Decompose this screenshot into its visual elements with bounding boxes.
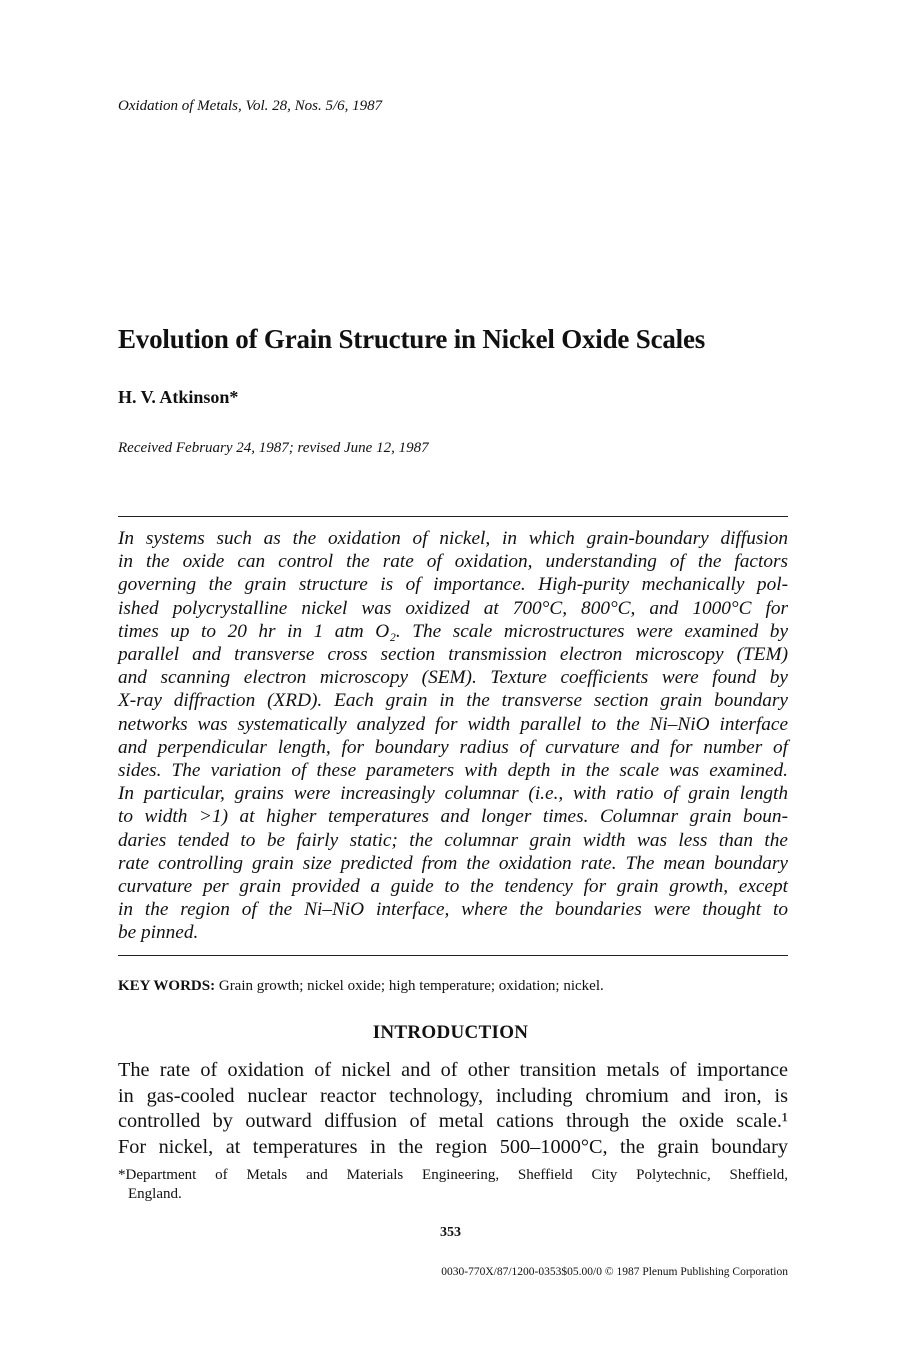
abstract-line: and scanning electron microscopy (SEM). Texture coefficients were found by [118, 667, 788, 689]
abstract-line: in the oxide can control the rate of oxidation, understanding of the factors [118, 551, 788, 573]
author: H. V. Atkinson* [118, 387, 239, 407]
section-heading: INTRODUCTION [372, 1022, 529, 1043]
abstract-line: rate controlling grain size predicted from the oxidation rate. The mean boundary [118, 852, 788, 874]
paper-title: Evolution of Grain Structure in Nickel Oxide Scales [118, 324, 706, 354]
keywords-text: Grain growth; nickel oxide; high temperature; oxidation; nickel. [218, 978, 604, 994]
abstract-top-rule [118, 516, 788, 517]
body-line: For nickel, at temperatures in the region 500–1000°C, the grain boundary [118, 1135, 788, 1158]
abstract-line: be pinned. [118, 922, 199, 944]
abstract-line: In systems such as the oxidation of nickel, in which grain-boundary diffusion [118, 528, 788, 549]
introduction-text [118, 1058, 788, 1160]
abstract-line: In particular, grains were increasingly columnar (i.e., with ratio of grain length [118, 783, 788, 805]
abstract-line: and perpendicular length, for boundary radius of curvature and for number of [118, 736, 788, 758]
abstract-line: sides. The variation of these parameters with depth in the scale was examined. [118, 760, 788, 782]
abstract-line: parallel and transverse cross section transmission electron microscopy (TEM) [118, 644, 788, 666]
abstract-line: to width >1) at higher temperatures and longer times. Columnar grain boun- [118, 806, 788, 828]
abstract-line: ished polycrystalline nickel was oxidized at 700°C, 800°C, and 1000°C for [118, 597, 788, 619]
received-dates: Received February 24, 1987; revised June 12, 1987 [118, 440, 429, 456]
footnote-line: *Department of Metals and Materials Engineering, Sheffield City Polytechnic, Sheffield, [118, 1167, 788, 1183]
abstract-line: networks was systematically analyzed for width parallel to the Ni–NiO interface [118, 713, 788, 735]
footnote-line: England. [128, 1186, 182, 1202]
keywords [118, 978, 604, 995]
abstract-line: in the region of the Ni–NiO interface, where the boundaries were thought to [118, 899, 788, 921]
abstract-line: daries tended to be fairly static; the columnar grain width was less than the [118, 829, 788, 851]
abstract [118, 527, 788, 945]
body-line: in gas-cooled nuclear reactor technology, including chromium and iron, is [118, 1084, 788, 1107]
copyright-line: 0030-770X/87/1200-0353$05.00/0 © 1987 Plenum Publishing Corporation [441, 1266, 788, 1278]
abstract-line: times up to 20 hr in 1 atm O₂. The scale microstructures were examined by [118, 620, 788, 642]
abstract-bottom-rule [118, 955, 788, 956]
body-line: The rate of oxidation of nickel and of other transition metals of importance [118, 1059, 788, 1081]
page-number: 353 [440, 1225, 461, 1240]
journal-citation: Oxidation of Metals, Vol. 28, Nos. 5/6, 1987 [118, 98, 383, 114]
body-line: controlled by outward diffusion of metal cations through the oxide scale.¹ [118, 1110, 788, 1132]
author-footnote [118, 1166, 788, 1204]
keywords-label: KEY WORDS: [118, 978, 216, 994]
abstract-line: curvature per grain provided a guide to the tendency for grain growth, except [118, 876, 788, 898]
abstract-line: X-ray diffraction (XRD). Each grain in the transverse section grain boundary [118, 690, 788, 712]
abstract-line: governing the grain structure is of importance. High-purity mechanically pol- [118, 574, 788, 596]
